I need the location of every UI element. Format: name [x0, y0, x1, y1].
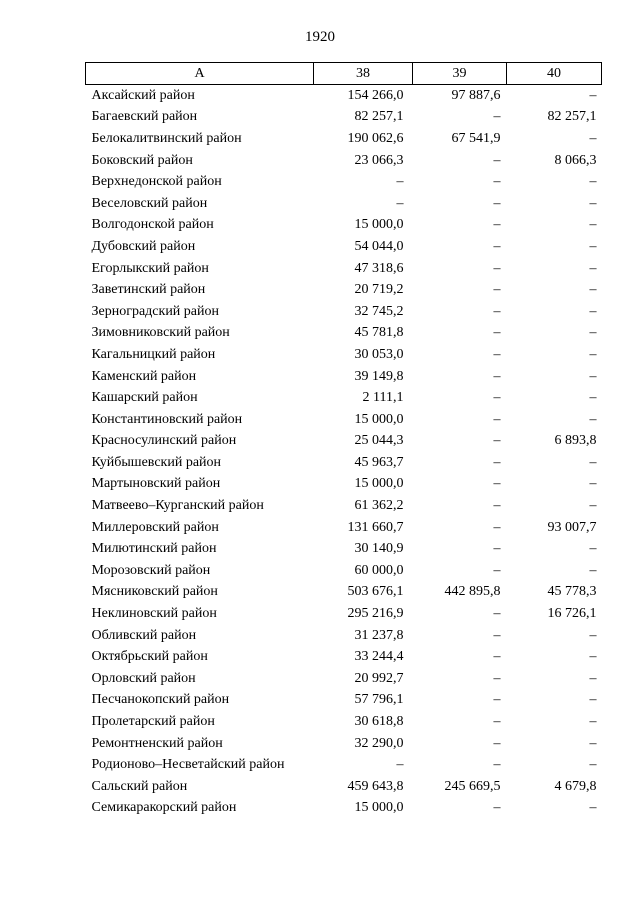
- value-38-cell: 30 618,8: [354, 714, 404, 730]
- value-38-cell: 54 044,0: [354, 238, 404, 254]
- value-38-cell: 45 781,8: [354, 325, 404, 341]
- value-38-cell: 57 796,1: [354, 692, 404, 708]
- district-name-cell: Зимовниковский район: [91, 325, 230, 341]
- value-40-cell: –: [589, 541, 597, 557]
- district-name-cell: Дубовский район: [91, 238, 196, 254]
- district-name-cell: Зерноградский район: [91, 303, 219, 319]
- value-38-cell: 45 963,7: [354, 454, 404, 470]
- table-row: [86, 107, 602, 129]
- value-40-cell: –: [589, 498, 597, 514]
- value-38-cell: 32 290,0: [354, 735, 404, 751]
- value-40-cell: –: [589, 303, 597, 319]
- table-row: [86, 646, 602, 668]
- value-40-cell: –: [589, 649, 597, 665]
- value-38-cell: 459 643,8: [347, 778, 404, 794]
- budget-table: [85, 62, 602, 819]
- table-row: [86, 582, 602, 604]
- table-row: [86, 215, 602, 237]
- district-name-cell: Верхнедонской район: [91, 174, 222, 190]
- value-38-cell: 30 140,9: [354, 541, 404, 557]
- value-40-cell: –: [589, 411, 597, 427]
- value-38-cell: 15 000,0: [354, 217, 404, 233]
- value-40-cell: –: [589, 562, 597, 578]
- value-40-cell: –: [589, 282, 597, 298]
- district-name-cell: Пролетарский район: [91, 714, 215, 730]
- value-38-cell: 32 745,2: [354, 303, 404, 319]
- value-40-cell: –: [589, 800, 597, 816]
- table-row: [86, 603, 602, 625]
- value-39-cell: –: [493, 670, 501, 686]
- value-39-cell: –: [493, 411, 501, 427]
- value-38-cell: –: [396, 174, 404, 190]
- value-40-cell: 45 778,3: [547, 584, 597, 600]
- table-header: [86, 63, 602, 85]
- value-39-cell: 442 895,8: [444, 584, 501, 600]
- value-40-cell: –: [589, 346, 597, 362]
- value-40-cell: –: [589, 757, 597, 773]
- value-38-cell: 15 000,0: [354, 800, 404, 816]
- value-39-cell: –: [493, 454, 501, 470]
- value-40-cell: 8 066,3: [554, 152, 597, 168]
- value-40-cell: –: [589, 130, 597, 146]
- table-row: [86, 128, 602, 150]
- district-name-cell: Веселовский район: [91, 195, 208, 211]
- district-name-cell: Октябрьский район: [91, 649, 208, 665]
- value-38-cell: 131 660,7: [347, 519, 404, 535]
- table-row: [86, 798, 602, 820]
- table-row: [86, 733, 602, 755]
- page-number: 1920: [305, 29, 335, 45]
- value-40-cell: –: [589, 714, 597, 730]
- header-column-39: 39: [413, 63, 507, 85]
- value-39-cell: –: [493, 649, 501, 665]
- table-row: [86, 409, 602, 431]
- value-39-cell: –: [493, 195, 501, 211]
- value-40-cell: –: [589, 325, 597, 341]
- district-name-cell: Орловский район: [91, 670, 196, 686]
- table-row: [86, 690, 602, 712]
- table-row: [86, 301, 602, 323]
- value-39-cell: –: [493, 260, 501, 276]
- value-39-cell: –: [493, 152, 501, 168]
- value-38-cell: 20 719,2: [354, 282, 404, 298]
- table-row: [86, 150, 602, 172]
- district-name-cell: Милютинский район: [91, 541, 217, 557]
- table-row: [86, 323, 602, 345]
- value-39-cell: –: [493, 519, 501, 535]
- district-name-cell: Кашарский район: [91, 390, 198, 406]
- value-40-cell: –: [589, 735, 597, 751]
- table-row: [86, 711, 602, 733]
- value-40-cell: –: [589, 174, 597, 190]
- value-39-cell: –: [493, 368, 501, 384]
- table-row: [86, 387, 602, 409]
- district-name-cell: Волгодонской район: [91, 217, 214, 233]
- table-row: [86, 258, 602, 280]
- value-38-cell: –: [396, 757, 404, 773]
- value-39-cell: –: [493, 303, 501, 319]
- table-row: [86, 538, 602, 560]
- district-name-cell: Егорлыкский район: [91, 260, 209, 276]
- value-40-cell: –: [589, 390, 597, 406]
- value-39-cell: –: [493, 627, 501, 643]
- district-name-cell: Морозовский район: [91, 562, 211, 578]
- value-40-cell: 4 679,8: [554, 778, 597, 794]
- value-38-cell: 47 318,6: [354, 260, 404, 276]
- district-name-cell: Константиновский район: [91, 411, 243, 427]
- value-38-cell: 503 676,1: [347, 584, 404, 600]
- table-row: [86, 193, 602, 215]
- value-38-cell: 31 237,8: [354, 627, 404, 643]
- value-38-cell: 154 266,0: [347, 87, 404, 103]
- value-40-cell: –: [589, 260, 597, 276]
- value-38-cell: 30 053,0: [354, 346, 404, 362]
- district-name-cell: Семикаракорский район: [91, 800, 237, 816]
- table-row: [86, 452, 602, 474]
- value-38-cell: 39 149,8: [354, 368, 404, 384]
- value-40-cell: –: [589, 368, 597, 384]
- value-38-cell: 25 044,3: [354, 433, 404, 449]
- value-38-cell: 20 992,7: [354, 670, 404, 686]
- value-39-cell: –: [493, 476, 501, 492]
- value-40-cell: –: [589, 238, 597, 254]
- value-40-cell: 93 007,7: [547, 519, 597, 535]
- district-name-cell: Обливский район: [91, 627, 197, 643]
- district-name-cell: Мартыновский район: [91, 476, 221, 492]
- value-40-cell: 82 257,1: [547, 109, 597, 125]
- value-39-cell: –: [493, 325, 501, 341]
- value-40-cell: 16 726,1: [547, 606, 597, 622]
- table-row: [86, 668, 602, 690]
- header-row: [86, 63, 602, 85]
- value-39-cell: –: [493, 346, 501, 362]
- value-38-cell: –: [396, 195, 404, 211]
- value-40-cell: –: [589, 195, 597, 211]
- district-name-cell: Каменский район: [91, 368, 197, 384]
- value-38-cell: 190 062,6: [347, 130, 404, 146]
- table-row: [86, 625, 602, 647]
- table-row: [86, 279, 602, 301]
- table-body: [86, 85, 602, 820]
- value-39-cell: –: [493, 217, 501, 233]
- district-name-cell: Боковский район: [91, 152, 193, 168]
- district-name-cell: Белокалитвинский район: [91, 130, 242, 146]
- district-name-cell: Аксайский район: [91, 87, 195, 103]
- table-row: [86, 517, 602, 539]
- header-column-a: А: [86, 63, 314, 85]
- district-name-cell: Неклиновский район: [91, 606, 217, 622]
- value-38-cell: 2 111,1: [362, 390, 404, 406]
- value-39-cell: –: [493, 433, 501, 449]
- table-row: [86, 171, 602, 193]
- value-39-cell: –: [493, 109, 501, 125]
- value-40-cell: –: [589, 217, 597, 233]
- value-39-cell: –: [493, 692, 501, 708]
- table-row: [86, 776, 602, 798]
- value-39-cell: –: [493, 390, 501, 406]
- value-39-cell: –: [493, 714, 501, 730]
- value-39-cell: –: [493, 562, 501, 578]
- value-38-cell: 23 066,3: [354, 152, 404, 168]
- table-row: [86, 754, 602, 776]
- value-38-cell: 295 216,9: [347, 606, 404, 622]
- district-name-cell: Миллеровский район: [91, 519, 219, 535]
- district-name-cell: Сальский район: [91, 778, 188, 794]
- district-name-cell: Куйбышевский район: [91, 454, 222, 470]
- table-row: [86, 366, 602, 388]
- value-39-cell: –: [493, 498, 501, 514]
- value-39-cell: –: [493, 735, 501, 751]
- value-40-cell: –: [589, 627, 597, 643]
- value-38-cell: 61 362,2: [354, 498, 404, 514]
- value-39-cell: –: [493, 282, 501, 298]
- value-39-cell: –: [493, 541, 501, 557]
- table-row: [86, 85, 602, 107]
- value-38-cell: 15 000,0: [354, 476, 404, 492]
- table-row: [86, 560, 602, 582]
- value-38-cell: 60 000,0: [354, 562, 404, 578]
- district-name-cell: Заветинский район: [91, 282, 206, 298]
- district-name-cell: Родионово–Несветайский район: [91, 757, 285, 773]
- value-40-cell: –: [589, 454, 597, 470]
- value-39-cell: –: [493, 757, 501, 773]
- district-name-cell: Мясниковский район: [91, 584, 218, 600]
- value-39-cell: –: [493, 800, 501, 816]
- value-39-cell: 67 541,9: [451, 130, 501, 146]
- value-40-cell: 6 893,8: [554, 433, 597, 449]
- value-40-cell: –: [589, 670, 597, 686]
- district-name-cell: Матвеево–Курганский район: [91, 498, 264, 514]
- value-40-cell: –: [589, 87, 597, 103]
- table-row: [86, 236, 602, 258]
- value-39-cell: –: [493, 606, 501, 622]
- district-name-cell: Ремонтненский район: [91, 735, 223, 751]
- value-40-cell: –: [589, 692, 597, 708]
- table-row: [86, 431, 602, 453]
- value-38-cell: 15 000,0: [354, 411, 404, 427]
- district-name-cell: Багаевский район: [91, 109, 198, 125]
- header-column-40: 40: [507, 63, 602, 85]
- table-row: [86, 495, 602, 517]
- value-39-cell: 97 887,6: [451, 87, 501, 103]
- value-38-cell: 82 257,1: [354, 109, 404, 125]
- district-name-cell: Кагальницкий район: [91, 346, 216, 362]
- value-38-cell: 33 244,4: [354, 649, 404, 665]
- table-row: [86, 344, 602, 366]
- value-39-cell: –: [493, 238, 501, 254]
- district-name-cell: Красносулинский район: [91, 433, 237, 449]
- header-column-38: 38: [314, 63, 413, 85]
- value-39-cell: 245 669,5: [444, 778, 501, 794]
- value-39-cell: –: [493, 174, 501, 190]
- value-40-cell: –: [589, 476, 597, 492]
- table-row: [86, 474, 602, 496]
- district-name-cell: Песчанокопский район: [91, 692, 230, 708]
